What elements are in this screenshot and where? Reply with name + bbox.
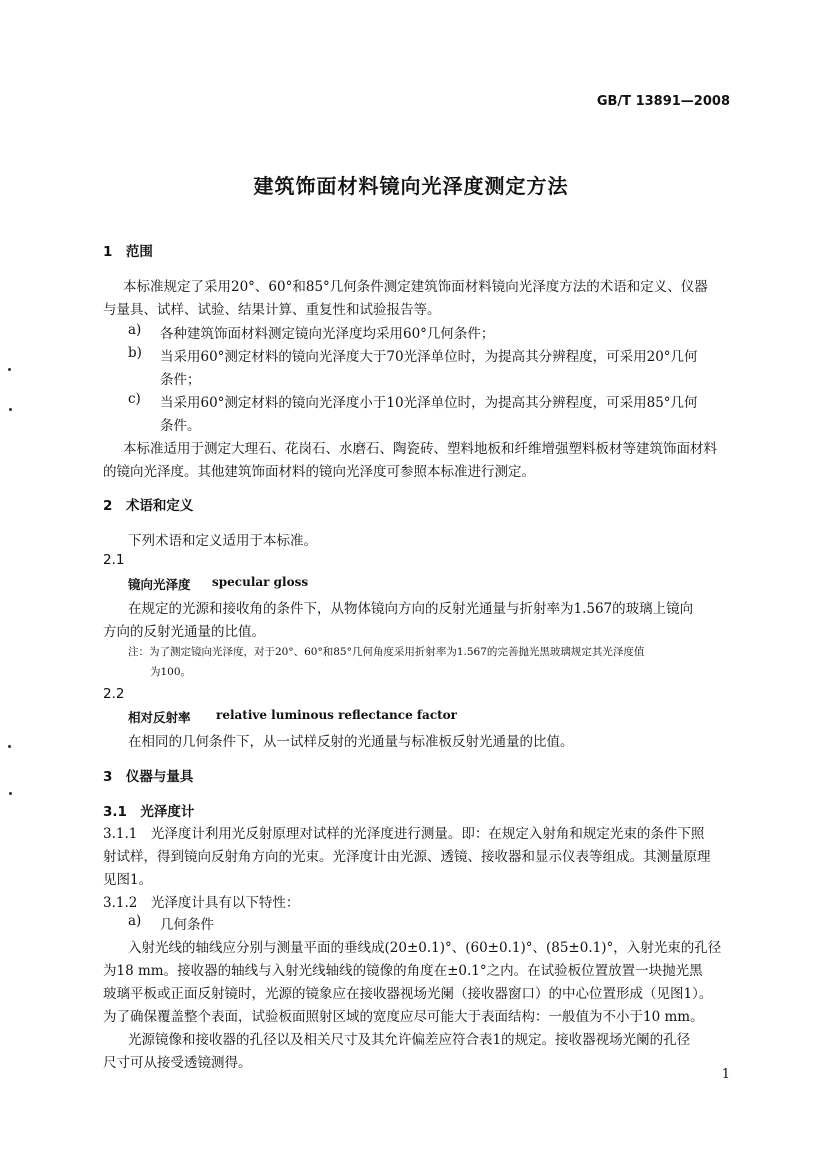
sec1-para2-line2: 的镜向光泽度。其他建筑饰面材料的镜向光泽度可参照本标准进行测定。 <box>103 464 535 480</box>
clause-3-1-heading: 3.1 光泽度计 <box>103 804 195 820</box>
sec1-para1-line1: 本标准规定了采用20°、60°和85°几何条件测定建筑饰面材料镜向光泽度方法的术语和定义、仪器 <box>123 279 708 295</box>
page-number: 1 <box>721 1067 730 1082</box>
list-item-c-label: c) <box>128 391 141 407</box>
list-item-a-text: 各种建筑饰面材料测定镜向光泽度均采用60°几何条件； <box>160 326 495 342</box>
aperture-para-line2: 尺寸可从接受透镜测得。 <box>103 1055 252 1071</box>
clause-2-2-number: 2.2 <box>103 686 125 702</box>
list-item-b-line1: 当采用60°测定材料的镜向光泽度大于70光泽单位时，为提高其分辨程度，可采用20°几何 <box>160 349 698 365</box>
sec1-para2-line1: 本标准适用于测定大理石、花岗石、水磨石、陶瓷砖、塑料地板和纤维增强塑料板材等建筑饰面材料 <box>123 441 717 457</box>
sec2-intro: 下列术语和定义适用于本标准。 <box>128 533 317 549</box>
aperture-para-line1: 光源镜像和接收器的孔径以及相关尺寸及其允许偏差应符合表1的规定。接收器视场光阑的孔径 <box>128 1032 691 1048</box>
term-2-1-english: specular gloss <box>212 575 309 589</box>
document-title: 建筑饰面材料镜向光泽度测定方法 <box>253 174 569 198</box>
geometry-para-line2: 为18 mm。接收器的轴线与入射光线轴线的镜像的角度在±0.1°之内。在试验板位置放置一块抛光黑 <box>103 963 703 979</box>
standard-number: GB/T 13891—2008 <box>596 94 730 109</box>
geometry-para-line4: 为了确保覆盖整个表面，试验板面照射区域的宽度应尽可能大于表面结构：一般值为不小于10 mm。 <box>103 1009 704 1025</box>
clause-3-1-2: 3.1.2 光泽度计具有以下特性： <box>103 895 300 911</box>
list-item-a-label: a) <box>128 322 142 338</box>
geometry-para-line3: 玻璃平板或正面反射镜时，光源的镜象应在接收器视场光阑（接收器窗口）的中心位置形成（见图1）。 <box>103 986 713 1002</box>
note-line1: 注：为了测定镜向光泽度，对于20°、60°和85°几何角度采用折射率为1.567的完善抛光黑玻璃规定其光泽度值 <box>128 646 645 658</box>
def-2-1-line1: 在规定的光源和接收角的条件下，从物体镜向方向的反射光通量与折射率为1.567的玻璃上镜向 <box>128 601 694 617</box>
clause-2-1-number: 2.1 <box>103 552 125 568</box>
clause-3-1-1-line1: 3.1.1 光泽度计利用光反射原理对试样的光泽度进行测量。即：在规定入射角和规定光束的条件下照 <box>103 826 705 842</box>
term-2-2-english: relative luminous reflectance factor <box>216 708 458 722</box>
scan-speck <box>9 408 12 411</box>
term-2-2-chinese: 相对反射率 <box>128 710 191 725</box>
note-line2: 为100。 <box>150 666 192 678</box>
list-item-c-line1: 当采用60°测定材料的镜向光泽度小于10光泽单位时，为提高其分辨程度，可采用85°几何 <box>160 395 698 411</box>
scan-speck <box>8 745 11 748</box>
list-a-title: 几何条件 <box>160 917 214 933</box>
section-1-heading: 1 范围 <box>103 244 153 260</box>
list-item-c-line2: 条件。 <box>160 418 201 434</box>
clause-3-1-1-line2: 射试样，得到镜向反射角方向的光束。光泽度计由光源、透镜、接收器和显示仪表等组成。其测量原理 <box>103 849 711 865</box>
scan-speck <box>8 368 11 371</box>
def-2-2: 在相同的几何条件下，从一试样反射的光通量与标准板反射光通量的比值。 <box>128 734 574 750</box>
clause-3-1-1-line3: 见图1。 <box>103 872 153 888</box>
list-item-b-label: b) <box>128 345 142 361</box>
list-item-b-line2: 条件； <box>160 372 201 388</box>
section-2-heading: 2 术语和定义 <box>103 498 194 514</box>
section-3-heading: 3 仪器与量具 <box>103 769 194 785</box>
sec1-para1-line2: 与量具、试样、试验、结果计算、重复性和试验报告等。 <box>103 302 441 318</box>
list-a-label: a) <box>128 913 142 929</box>
term-2-1-chinese: 镜向光泽度 <box>128 577 191 592</box>
scan-speck <box>9 792 12 795</box>
def-2-1-line2: 方向的反射光通量的比值。 <box>103 624 265 640</box>
geometry-para-line1: 入射光线的轴线应分别与测量平面的垂线成(20±0.1)°、(60±0.1)°、(85±0.1)°，入射光束的孔径 <box>128 940 722 956</box>
